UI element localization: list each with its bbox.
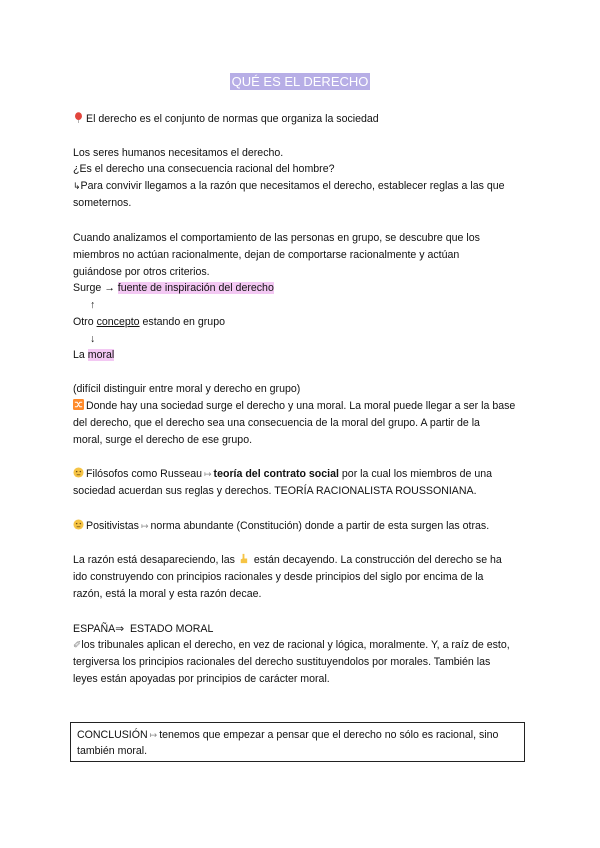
p2-line-2: miembros no actúan racionalmente, dejan de comportarse racionalmente y actúan <box>73 249 460 261</box>
p4-line-2: sociedad acuerdan sus reglas y derechos. TEORÍA RACIONALISTA ROUSSONIANA. <box>73 485 477 497</box>
flow-moral-line: La moral <box>73 349 115 361</box>
p5-line-1: Positivistas ↦ norma abundante (Constitución) donde a partir de esta surgen las otras. <box>73 518 489 534</box>
flow-otro-line: Otro concepto estando en grupo <box>73 316 225 328</box>
p3-line-4: moral, surge el derecho de ese grupo. <box>73 434 253 446</box>
p4-line-1: Filósofos como Russeau ↦ teoría del contrato social por la cual los miembros de una <box>73 466 492 482</box>
shuffle-icon <box>73 399 84 410</box>
small-arrow-icon: ↦ <box>204 469 212 479</box>
thinking-face-icon <box>73 467 84 478</box>
return-arrow-icon: ↳ <box>73 181 81 191</box>
p3-line-3: del derecho, que el derecho sea una consecuencia de la moral del grupo. A partir de la <box>73 417 480 429</box>
p2-line-3: guiándose por otros criterios. <box>73 266 210 278</box>
flow-down-arrow: ↓ <box>90 333 96 345</box>
p3-line-1: (difícil distinguir entre moral y derecho en grupo) <box>73 383 301 395</box>
conclusion-line-2: también moral. <box>77 745 148 757</box>
flow-up-arrow: ↑ <box>90 299 96 311</box>
flow-surge-line: Surge → fuente de inspiración del derecho <box>73 282 274 294</box>
pencil-icon: ✐ <box>73 640 82 651</box>
p2-line-1: Cuando analizamos el comportamiento de las personas en grupo, se descubre que los <box>73 232 480 244</box>
p7-line-2: tergiversa los principios racionales del derecho sustituyendolos por morales. También las <box>73 656 491 668</box>
thinking-face-icon <box>73 519 84 530</box>
balloon-icon <box>73 112 84 123</box>
p1-line-4: someternos. <box>73 197 132 209</box>
p6-line-3: razón, está la moral y esta razón decae. <box>73 588 262 600</box>
conclusion-box <box>70 722 525 762</box>
p1-line-2: ¿Es el derecho una consecuencia racional del hombre? <box>73 163 335 175</box>
conclusion-line-1: CONCLUSIÓN ↦ tenemos que empezar a pensar que el derecho no sólo es racional, sino <box>77 729 499 741</box>
p6-line-2: ido construyendo con principios racionales y desde principios del siglo por encima de la <box>73 571 484 583</box>
p7-heading: ESPAÑA⇒ ESTADO MORAL <box>73 623 214 635</box>
small-arrow-icon: ↦ <box>140 521 149 531</box>
p1-line-3: ↳Para convivir llegamos a la razón que necesitamos el derecho, establecer reglas a las que <box>73 180 505 192</box>
page-title: QUÉ ES EL DERECHO <box>231 74 369 89</box>
intro-line: El derecho es el conjunto de normas que organiza la sociedad <box>73 111 379 127</box>
underlined-concepto: concepto <box>96 316 140 328</box>
highlight-moral: moral <box>87 349 115 361</box>
pointing-hand-icon <box>238 553 249 564</box>
p7-line-3: leyes están apoyadas por principios de carácter moral. <box>73 673 330 685</box>
p3-line-2: Donde hay una sociedad surge el derecho y una moral. La moral puede llegar a ser la base <box>73 398 515 414</box>
highlight-fuente: fuente de inspiración del derecho <box>117 282 274 294</box>
p1-line-1: Los seres humanos necesitamos el derecho. <box>73 147 284 159</box>
small-arrow-icon: ↦ <box>149 730 158 740</box>
p6-line-1: La razón está desapareciendo, las están decayendo. La construcción del derecho se ha <box>73 554 502 566</box>
p7-line-1: ✐los tribunales aplican el derecho, en vez de racional y lógica, moralmente. Y, a raíz de esto, <box>73 639 510 651</box>
